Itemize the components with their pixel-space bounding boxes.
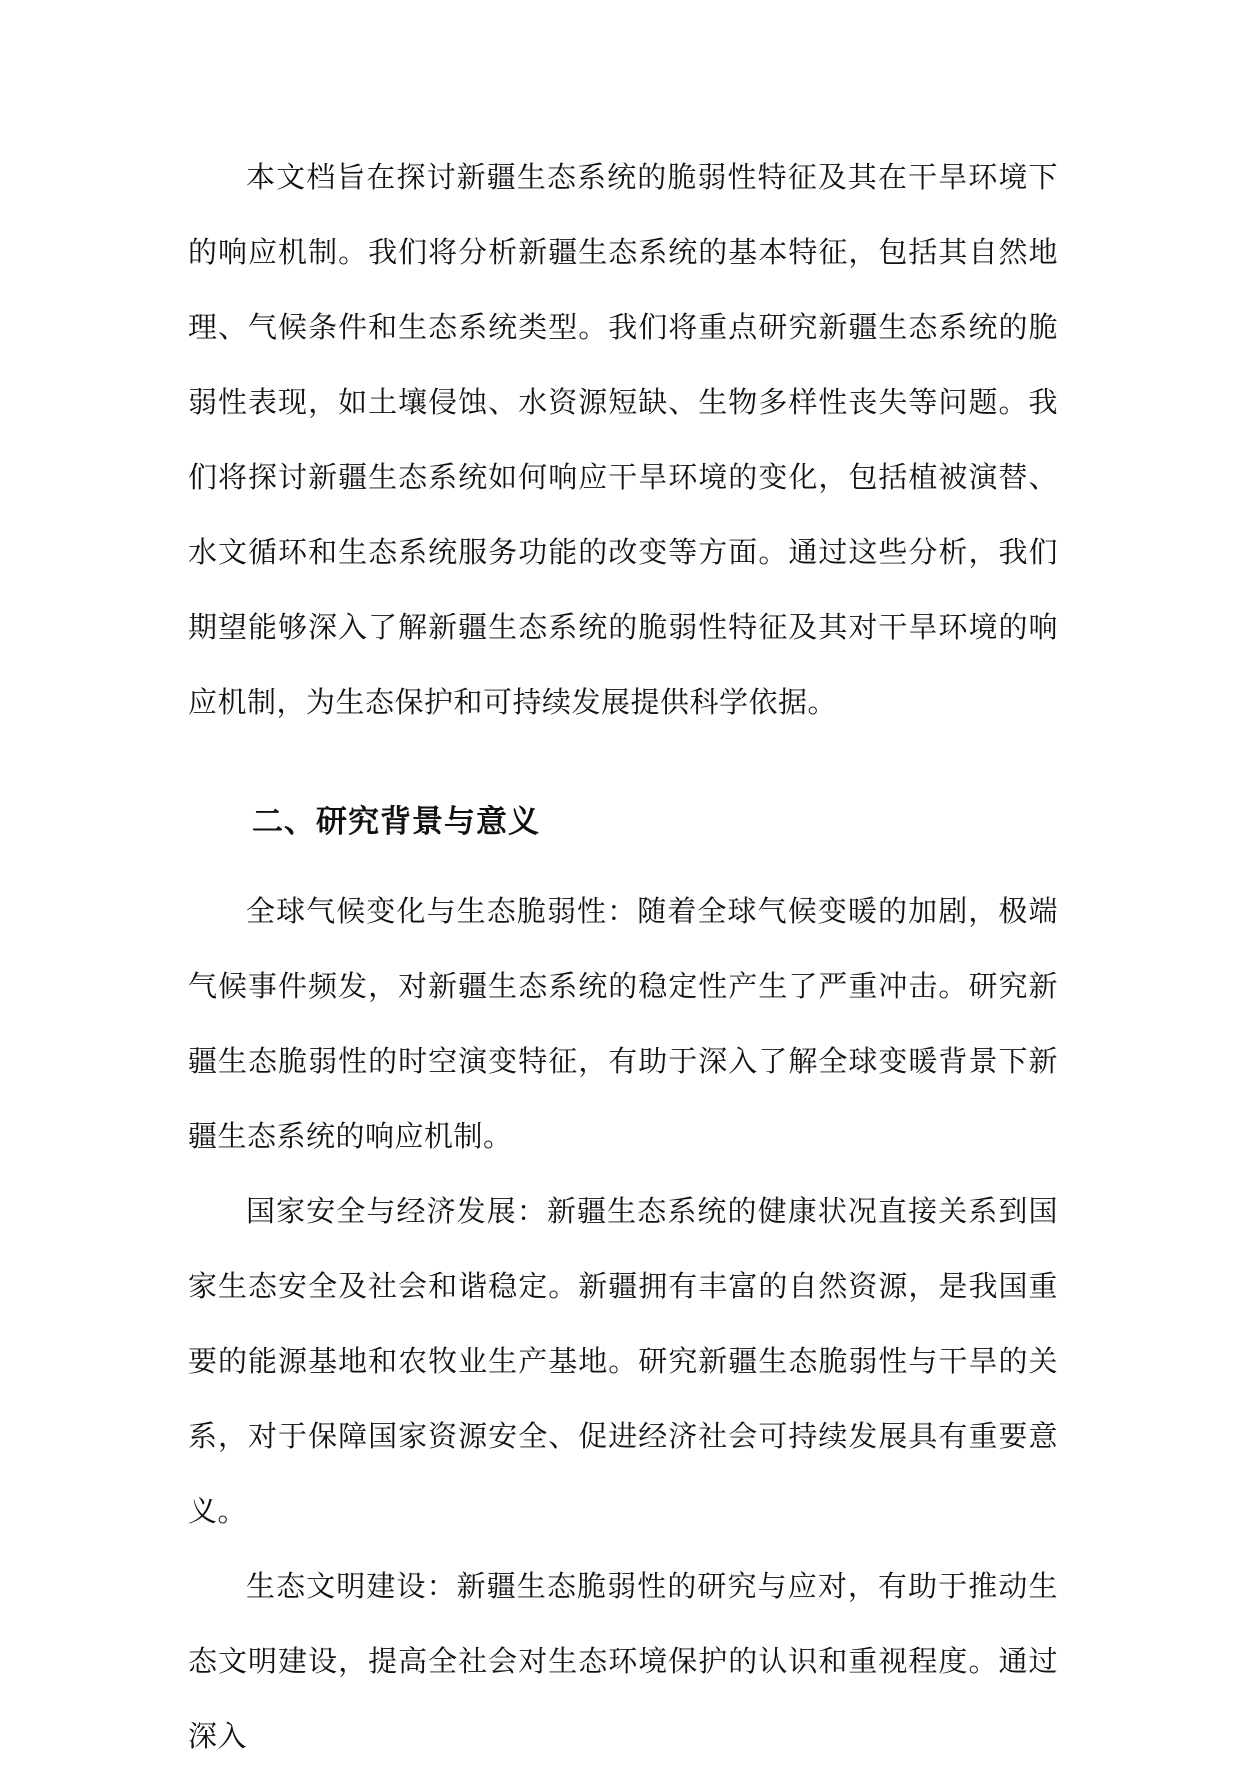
paragraph-ecological-civilization: 生态文明建设：新疆生态脆弱性的研究与应对，有助于推动生态文明建设，提高全社会对生态环境保护的认识和重视程度。通过深入 xyxy=(188,1569,1058,1753)
intro-paragraph: 本文档旨在探讨新疆生态系统的脆弱性特征及其在干旱环境下的响应机制。我们将分析新疆生态系统的基本特征，包括其自然地理、气候条件和生态系统类型。我们将重点研究新疆生态系统的脆弱性表现，如土壤侵蚀、水资源短缺、生物多样性丧失等问题。我们将探讨新疆生态系统如何响应干旱环境的变化，包括植被演替、水文循环和生态系统服务功能的改变等方面。通过这些分析，我们期望能够深入了解新疆生态系统的脆弱性特征及其对干旱环境的响应机制，为生态保护和可持续发展提供科学依据。 xyxy=(188,160,1058,719)
section-heading: 二、研究背景与意义 xyxy=(252,804,540,840)
document-body xyxy=(188,140,1058,1774)
paragraph-climate-change: 全球气候变化与生态脆弱性：随着全球气候变暖的加剧，极端气候事件频发，对新疆生态系统的稳定性产生了严重冲击。研究新疆生态脆弱性的时空演变特征，有助于深入了解全球变暖背景下新疆生态系统的响应机制。 xyxy=(188,894,1058,1153)
paragraph-national-security: 国家安全与经济发展：新疆生态系统的健康状况直接关系到国家生态安全及社会和谐稳定。新疆拥有丰富的自然资源，是我国重要的能源基地和农牧业生产基地。研究新疆生态脆弱性与干旱的关系，对于保障国家资源安全、促进经济社会可持续发展具有重要意义。 xyxy=(188,1194,1058,1528)
